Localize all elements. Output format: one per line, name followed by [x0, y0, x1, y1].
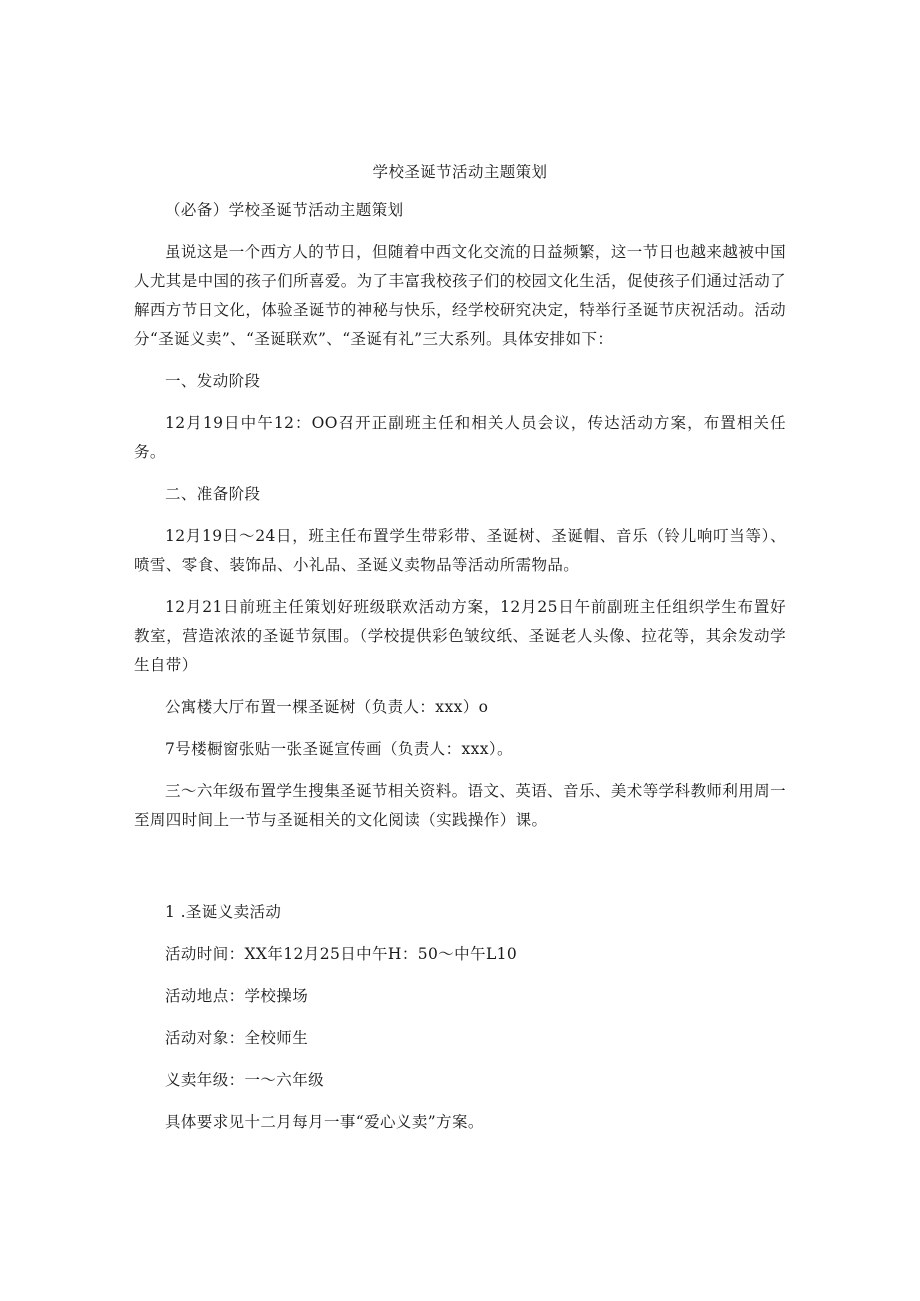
charity-sale-grades: 义卖年级：一～六年级	[165, 1071, 325, 1089]
document-body	[134, 196, 786, 1150]
section-heading-mobilize: 一、发动阶段	[165, 372, 261, 390]
prepare-paragraph-lessons: 三～六年级布置学生搜集圣诞节相关资料。语文、英语、音乐、美术等学科教师利用周一至周四时间上一节与圣诞相关的文化阅读（实践操作）课。	[134, 782, 786, 829]
prepare-paragraph-poster: 7号楼橱窗张贴一张圣诞宣传画（负责人：xxx）。	[165, 740, 513, 758]
mobilize-paragraph: 12月19日中午12：OO召开正副班主任和相关人员会议，传达活动方案，布置相关任务。	[134, 414, 786, 461]
prepare-paragraph-tree: 公寓楼大厅布置一棵圣诞树（负责人：xxx）o	[165, 698, 489, 716]
charity-sale-location: 活动地点：学校操场	[165, 987, 309, 1005]
charity-sale-requirements: 具体要求见十二月每月一事“爱心义卖”方案。	[165, 1113, 484, 1131]
intro-paragraph: 虽说这是一个西方人的节日，但随着中西文化交流的日益频繁，这一节日也越来越被中国人尤其是中国的孩子们所喜爱。为了丰富我校孩子们的校园文化生活，促使孩子们通过活动了解西方节日文化，体验圣诞节的神秘与快乐，经学校研究决定，特举行圣诞节庆祝活动。活动分“圣诞义卖”、“圣诞联欢”、“圣诞有礼”三大系列。具体安排如下：	[134, 243, 786, 348]
charity-sale-heading: 1 .圣诞义卖活动	[165, 903, 282, 921]
charity-sale-time: 活动时间：XX年12月25日中午H：50～中午L10	[165, 945, 518, 963]
prepare-paragraph-classroom: 12月21日前班主任策划好班级联欢活动方案，12月25日午前副班主任组织学生布置好教室，营造浓浓的圣诞节氛围。（学校提供彩色皱纹纸、圣诞老人头像、拉花等，其余发动学生自带）	[134, 598, 786, 674]
charity-sale-audience: 活动对象：全校师生	[165, 1029, 309, 1047]
section-heading-prepare: 二、准备阶段	[165, 485, 261, 503]
prepare-paragraph-items: 12月19日～24日，班主任布置学生带彩带、圣诞树、圣诞帽、音乐（铃儿响叮当等）、喷雪、零食、装饰品、小礼品、圣诞义卖物品等活动所需物品。	[134, 527, 786, 574]
document-title: 学校圣诞节活动主题策划	[372, 163, 548, 181]
subtitle-paragraph: （必备）学校圣诞节活动主题策划	[165, 201, 404, 219]
section-gap	[134, 848, 786, 898]
